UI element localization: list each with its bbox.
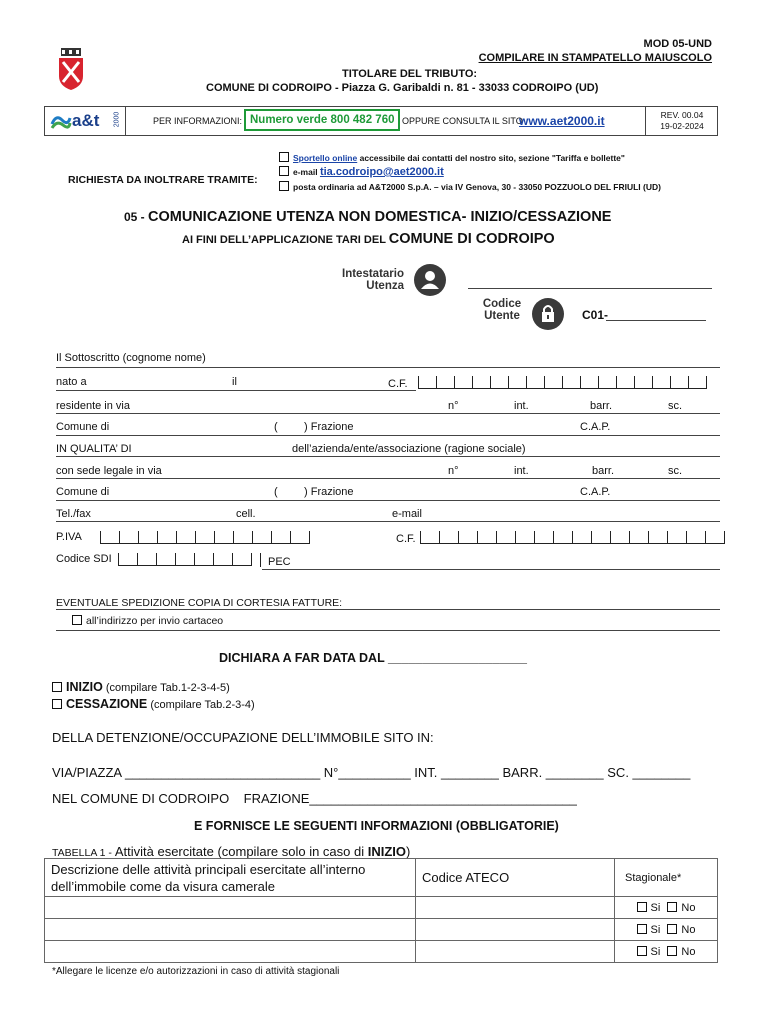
online-checkbox[interactable] (279, 152, 289, 162)
nato-line[interactable] (56, 390, 416, 391)
titolare-label: TITOLARE DEL TRIBUTO: (342, 68, 478, 80)
request-label: RICHIESTA DA INOLTRARE TRAMITE: (68, 174, 258, 186)
piva-cells[interactable] (100, 531, 310, 544)
int-label-2: int. (514, 465, 529, 477)
no-label: No (681, 901, 696, 914)
n-label-2: n° (448, 465, 459, 477)
email-field-label: e-mail (392, 508, 422, 520)
cartaceo-option[interactable] (72, 615, 223, 627)
no-label: No (681, 945, 696, 958)
sc-label-1: sc. (668, 400, 683, 412)
residente-line[interactable] (56, 413, 720, 414)
inizio-checkbox[interactable] (52, 682, 62, 692)
codice-utente-label (470, 298, 534, 322)
comune-frazione-line[interactable]: NEL COMUNE DI CODROIPO FRAZIONE_____________________________________ (52, 791, 577, 806)
intestatario-line1: Intestatario (342, 268, 404, 280)
no-checkbox[interactable] (667, 902, 677, 912)
cf-cells-1[interactable] (418, 376, 707, 389)
or-text: OPPURE CONSULTA IL SITO (402, 116, 523, 126)
no-label: No (681, 923, 696, 936)
il-label: il (232, 376, 237, 388)
descrizione-cell[interactable] (45, 919, 416, 941)
cartaceo-checkbox[interactable] (72, 615, 82, 625)
aet2000-logo (45, 107, 126, 135)
inizio-option[interactable] (52, 680, 230, 694)
code-prefix: C01- (582, 308, 609, 322)
residente-label: residente in via (56, 400, 130, 412)
cap-label-1: C.A.P. (580, 421, 611, 433)
sede-label: con sede legale in via (56, 465, 162, 477)
municipal-crest (56, 48, 86, 90)
sdi-cells[interactable] (118, 553, 252, 566)
cf-label-1: C.F. (388, 378, 408, 390)
codice-line1: Codice (482, 298, 522, 310)
cessazione-note: (compilare Tab.2-3-4) (150, 699, 255, 711)
subtitle-small: AI FINI DELL’APPLICAZIONE TARI DEL (182, 234, 389, 246)
si-checkbox[interactable] (637, 902, 647, 912)
spedizione-label: EVENTUALE SPEDIZIONE COPIA DI CORTESIA FATTURE: (56, 597, 343, 609)
telfax-label: Tel./fax (56, 508, 91, 520)
table-header-row (45, 859, 718, 897)
table-row (45, 919, 718, 941)
table-row (45, 897, 718, 919)
qualita-label: IN QUALITA’ DI (56, 443, 132, 455)
descrizione-cell[interactable] (45, 941, 416, 963)
website-link[interactable]: www.aet2000.it (519, 114, 605, 128)
cf-label-2: C.F. (396, 533, 416, 545)
int-label-1: int. (514, 400, 529, 412)
info-label: PER INFORMAZIONI: (153, 116, 243, 126)
si-label: Si (650, 901, 661, 914)
logo-year: 2000 (113, 111, 121, 128)
barr-label-2: barr. (592, 465, 615, 477)
tab1-text: Attività esercitate (compilare solo in caso di (114, 844, 368, 859)
compile-note: COMPILARE IN STAMPATELLO MAIUSCOLO (478, 52, 712, 64)
logo-text: a&t (72, 111, 100, 130)
sottoscritto-line[interactable] (56, 367, 720, 368)
form-subtitle (182, 230, 555, 248)
comune-line-2[interactable] (56, 500, 720, 501)
form-title-text: COMUNICAZIONE UTENZA NON DOMESTICA- INIZIO/CESSAZIONE (148, 209, 612, 225)
stagionale-cell[interactable] (615, 897, 718, 919)
cf-cells-2[interactable] (420, 531, 725, 544)
cessazione-label: CESSAZIONE (66, 697, 148, 711)
n-label-1: n° (448, 400, 459, 412)
inizio-label: INIZIO (66, 680, 103, 694)
titolare-value: COMUNE DI CODROIPO - Piazza G. Garibaldi n. 81 - 33033 CODROIPO (UD) (206, 82, 599, 94)
si-checkbox[interactable] (637, 946, 647, 956)
piva-label: P.IVA (56, 531, 82, 543)
frazione-label-1: ) Frazione (304, 421, 354, 433)
ateco-cell[interactable] (416, 897, 615, 919)
email-link[interactable]: tia.codroipo@aet2000.it (319, 166, 444, 178)
no-checkbox[interactable] (667, 924, 677, 934)
cell-label: cell. (236, 508, 256, 520)
table-row (45, 941, 718, 963)
cartaceo-label: all’indirizzo per invio cartaceo (86, 615, 224, 627)
col-stagionale: Stagionale* (615, 859, 718, 897)
codice-line2: Utente (484, 310, 520, 322)
tab1-label: TABELLA 1 - (52, 847, 115, 859)
intestatario-label (320, 268, 404, 292)
spedizione-line[interactable] (56, 609, 720, 610)
frazione-label-2: ) Frazione (304, 486, 354, 498)
detenzione-label: DELLA DETENZIONE/OCCUPAZIONE DELL’IMMOBILE SITO IN: (52, 730, 434, 745)
code-input-line[interactable] (606, 320, 706, 321)
form-title (124, 208, 611, 226)
cartaceo-line[interactable] (56, 630, 720, 631)
descrizione-cell[interactable] (45, 897, 416, 919)
email-label: e-mail (293, 167, 318, 177)
inizio-note: (compilare Tab.1-2-3-4-5) (105, 682, 230, 694)
pec-divider (260, 553, 261, 567)
activities-table (44, 858, 718, 963)
col-ateco: Codice ATECO (416, 859, 615, 897)
footnote: *Allegare le licenze e/o autorizzazioni in caso di attività stagionali (52, 966, 340, 977)
info-bar (44, 106, 718, 136)
ateco-cell[interactable] (416, 919, 615, 941)
nato-a-label: nato a (56, 376, 87, 388)
sc-label-2: sc. (668, 465, 683, 477)
stagionale-cell[interactable] (615, 941, 718, 963)
lock-icon (532, 298, 564, 330)
si-label: Si (650, 945, 661, 958)
via-line[interactable]: VIA/PIAZZA ___________________________ N°__________ INT. ________ BARR. ________ SC. ________ (52, 765, 691, 780)
ateco-cell[interactable] (416, 941, 615, 963)
request-option-online[interactable] (279, 152, 625, 163)
cessazione-option[interactable] (52, 697, 255, 711)
sottoscritto-label: Il Sottoscritto (cognome nome) (56, 352, 206, 364)
stagionale-cell[interactable] (615, 919, 718, 941)
mod-code: MOD 05-UND (643, 38, 712, 50)
pec-label: PEC (268, 556, 291, 568)
qualita-line[interactable] (56, 456, 720, 457)
comune-label-2: Comune di (56, 486, 110, 498)
sede-line[interactable] (56, 478, 720, 479)
post-desc: posta ordinaria ad A&T2000 S.p.A. – via IV Genova, 30 - 33050 POZZUOLO DEL FRIULI (UD) (293, 182, 661, 192)
rev-number: REV. 00.04 (660, 110, 704, 120)
email-checkbox[interactable] (279, 166, 289, 176)
pec-line[interactable] (262, 569, 720, 570)
request-option-post[interactable] (279, 181, 661, 192)
person-icon (414, 264, 446, 296)
dichiara-label: DICHIARA A FAR DATA DAL ____________________ (219, 651, 528, 665)
comune-line-1[interactable] (56, 435, 720, 436)
online-desc: accessibile dai contatti del nostro sito, sezione "Tariffa e bollette" (359, 153, 625, 163)
paren-1: ( (274, 421, 278, 433)
tab1-bold: INIZIO (367, 844, 407, 859)
subtitle-comune: COMUNE DI CODROIPO (388, 231, 555, 247)
phone-number: Numero verde 800 482 760 (244, 109, 400, 131)
request-option-email[interactable] (279, 166, 444, 178)
sportello-online-link[interactable]: Sportello online (293, 153, 358, 163)
rev-box (645, 107, 718, 135)
contact-line[interactable] (56, 521, 720, 522)
sdi-label: Codice SDI (56, 553, 112, 565)
cap-label-2: C.A.P. (580, 486, 611, 498)
paren-2: ( (274, 486, 278, 498)
comune-label-1: Comune di (56, 421, 110, 433)
form-number: 05 - (124, 210, 149, 224)
info-title: E FORNISCE LE SEGUENTI INFORMAZIONI (OBBLIGATORIE) (194, 819, 559, 833)
post-checkbox[interactable] (279, 181, 289, 191)
cessazione-checkbox[interactable] (52, 699, 62, 709)
rev-date: 19-02-2024 (660, 121, 704, 131)
si-label: Si (650, 923, 661, 936)
aet-wave-icon (50, 110, 72, 132)
tab1-end: ) (406, 844, 411, 859)
azienda-label: dell’azienda/ente/associazione (ragione sociale) (292, 443, 526, 455)
col-descrizione: Descrizione delle attività principali esercitate all’interno dell’immobile come da visura camerale (45, 859, 416, 897)
barr-label-1: barr. (590, 400, 613, 412)
si-checkbox[interactable] (637, 924, 647, 934)
intestatario-line2: Utenza (366, 280, 404, 292)
no-checkbox[interactable] (667, 946, 677, 956)
intestatario-line (468, 288, 712, 289)
